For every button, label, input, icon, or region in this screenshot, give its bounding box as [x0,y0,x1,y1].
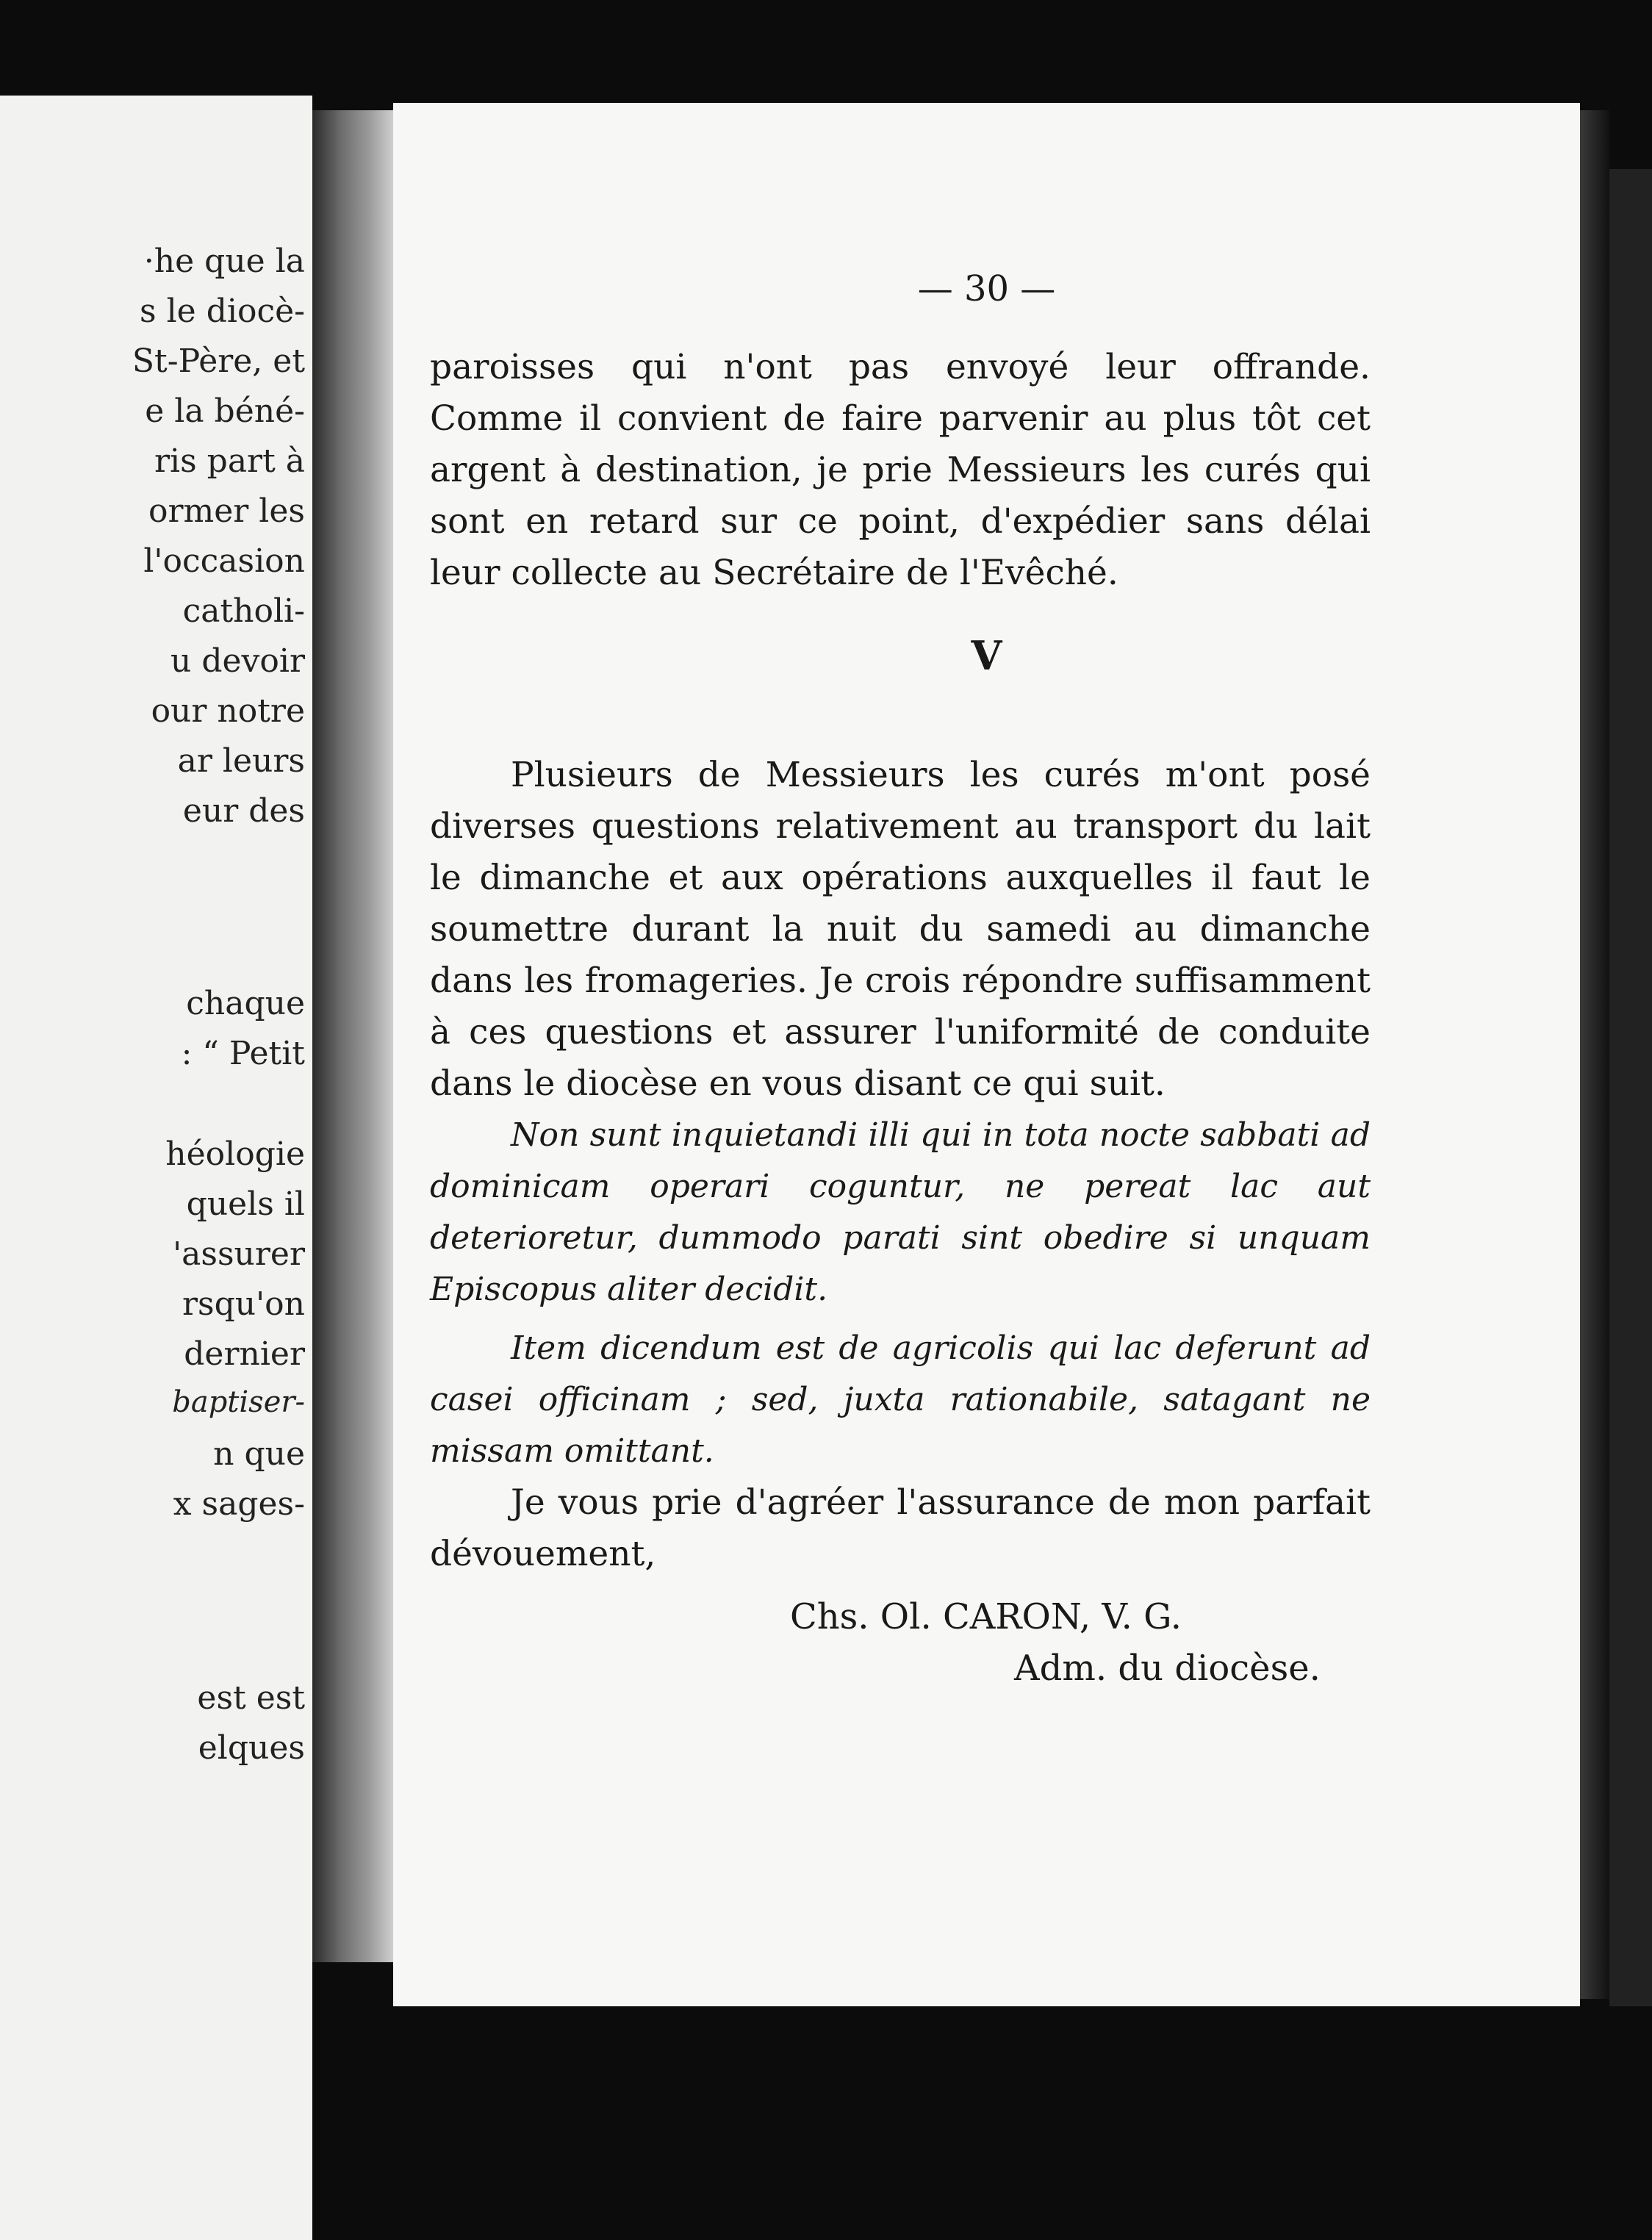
left-page-line: dernier [184,1335,305,1373]
left-page-line: l'occasion [143,542,305,580]
opening-line-2: Comme il convient de faire parvenir au plus tôt cet [430,398,1371,439]
section-heading: V [971,632,1002,679]
left-page-line: eur des [182,792,305,830]
left-page-line: our notre [151,692,305,730]
signature-title: Adm. du diocèse. [1014,1648,1321,1689]
left-page-line: quels il [186,1185,305,1223]
right-page [393,103,1580,2006]
page-number: — 30 — [917,268,1056,309]
latin-paragraph-1: Non sunt inquietandi illi qui in tota nocte sabbati ad dominicam operari coguntur, ne pereat lac aut deterioretur, dummodo parati sint obedire si unquam Episcopus aliter decidit. [430,1116,1371,1308]
left-page-line: héologie [165,1135,305,1173]
opening-line-5: leur collecte au Secrétaire de l'Evêché. [430,553,1118,593]
closing-paragraph: Je vous prie d'agréer l'assurance de mon parfait dévouement, [430,1482,1371,1574]
left-page-line: ris part à [154,442,305,480]
left-page-line: e la béné- [145,392,305,430]
left-page-line: s le diocè- [140,292,305,330]
left-page [0,96,312,2240]
left-page-line: 'assurer [173,1235,305,1273]
opening-paragraph [430,342,1371,599]
latin-paragraph-2: Item dicendum est de agricolis qui lac deferunt ad casei officinam ; sed, juxta rationabile, satagant ne missam omittant. [430,1329,1371,1470]
left-page-line: rsqu'on [182,1285,305,1323]
left-page-line: est est [197,1679,305,1717]
left-page-line: ormer les [148,492,305,530]
left-page-line: St-Père, et [132,342,305,380]
opening-line-4: sont en retard sur ce point, d'expédier sans délai [430,501,1371,542]
main-paragraph: Plusieurs de Messieurs les curés m'ont posé diverses questions relativement au transport du lait le dimanche et aux opérations auxquelles il faut le soumettre durant la nuit du samedi au dimanche dans les fromageries. Je crois répondre suffisamment à ces questions et assurer l'uniformité de conduite dans le diocèse en vous disant ce qui suit. [430,755,1371,1104]
left-page-line: n que [213,1435,305,1473]
left-page-line: catholi- [182,592,305,630]
body-text [430,750,1371,1580]
left-page-line: u devoir [170,642,305,680]
opening-line-3: argent à destination, je prie Messieurs les curés qui [430,450,1371,490]
signature-name: Chs. Ol. CARON, V. G. [790,1596,1182,1637]
page-edge [1580,110,1609,1999]
left-page-line: : “ Petit [181,1035,305,1072]
left-page-line: baptiser- [172,1385,305,1419]
left-page-line: x sages- [173,1485,305,1523]
book-cover-edge [1609,169,1652,2006]
book-gutter [312,110,393,1962]
left-page-line: elques [198,1729,305,1767]
left-page-line: ar leurs [177,742,305,780]
left-page-line: chaque [186,985,305,1022]
opening-line-1: paroisses qui n'ont pas envoyé leur offrande. [430,347,1371,387]
left-page-line: ·he que la [143,243,305,280]
